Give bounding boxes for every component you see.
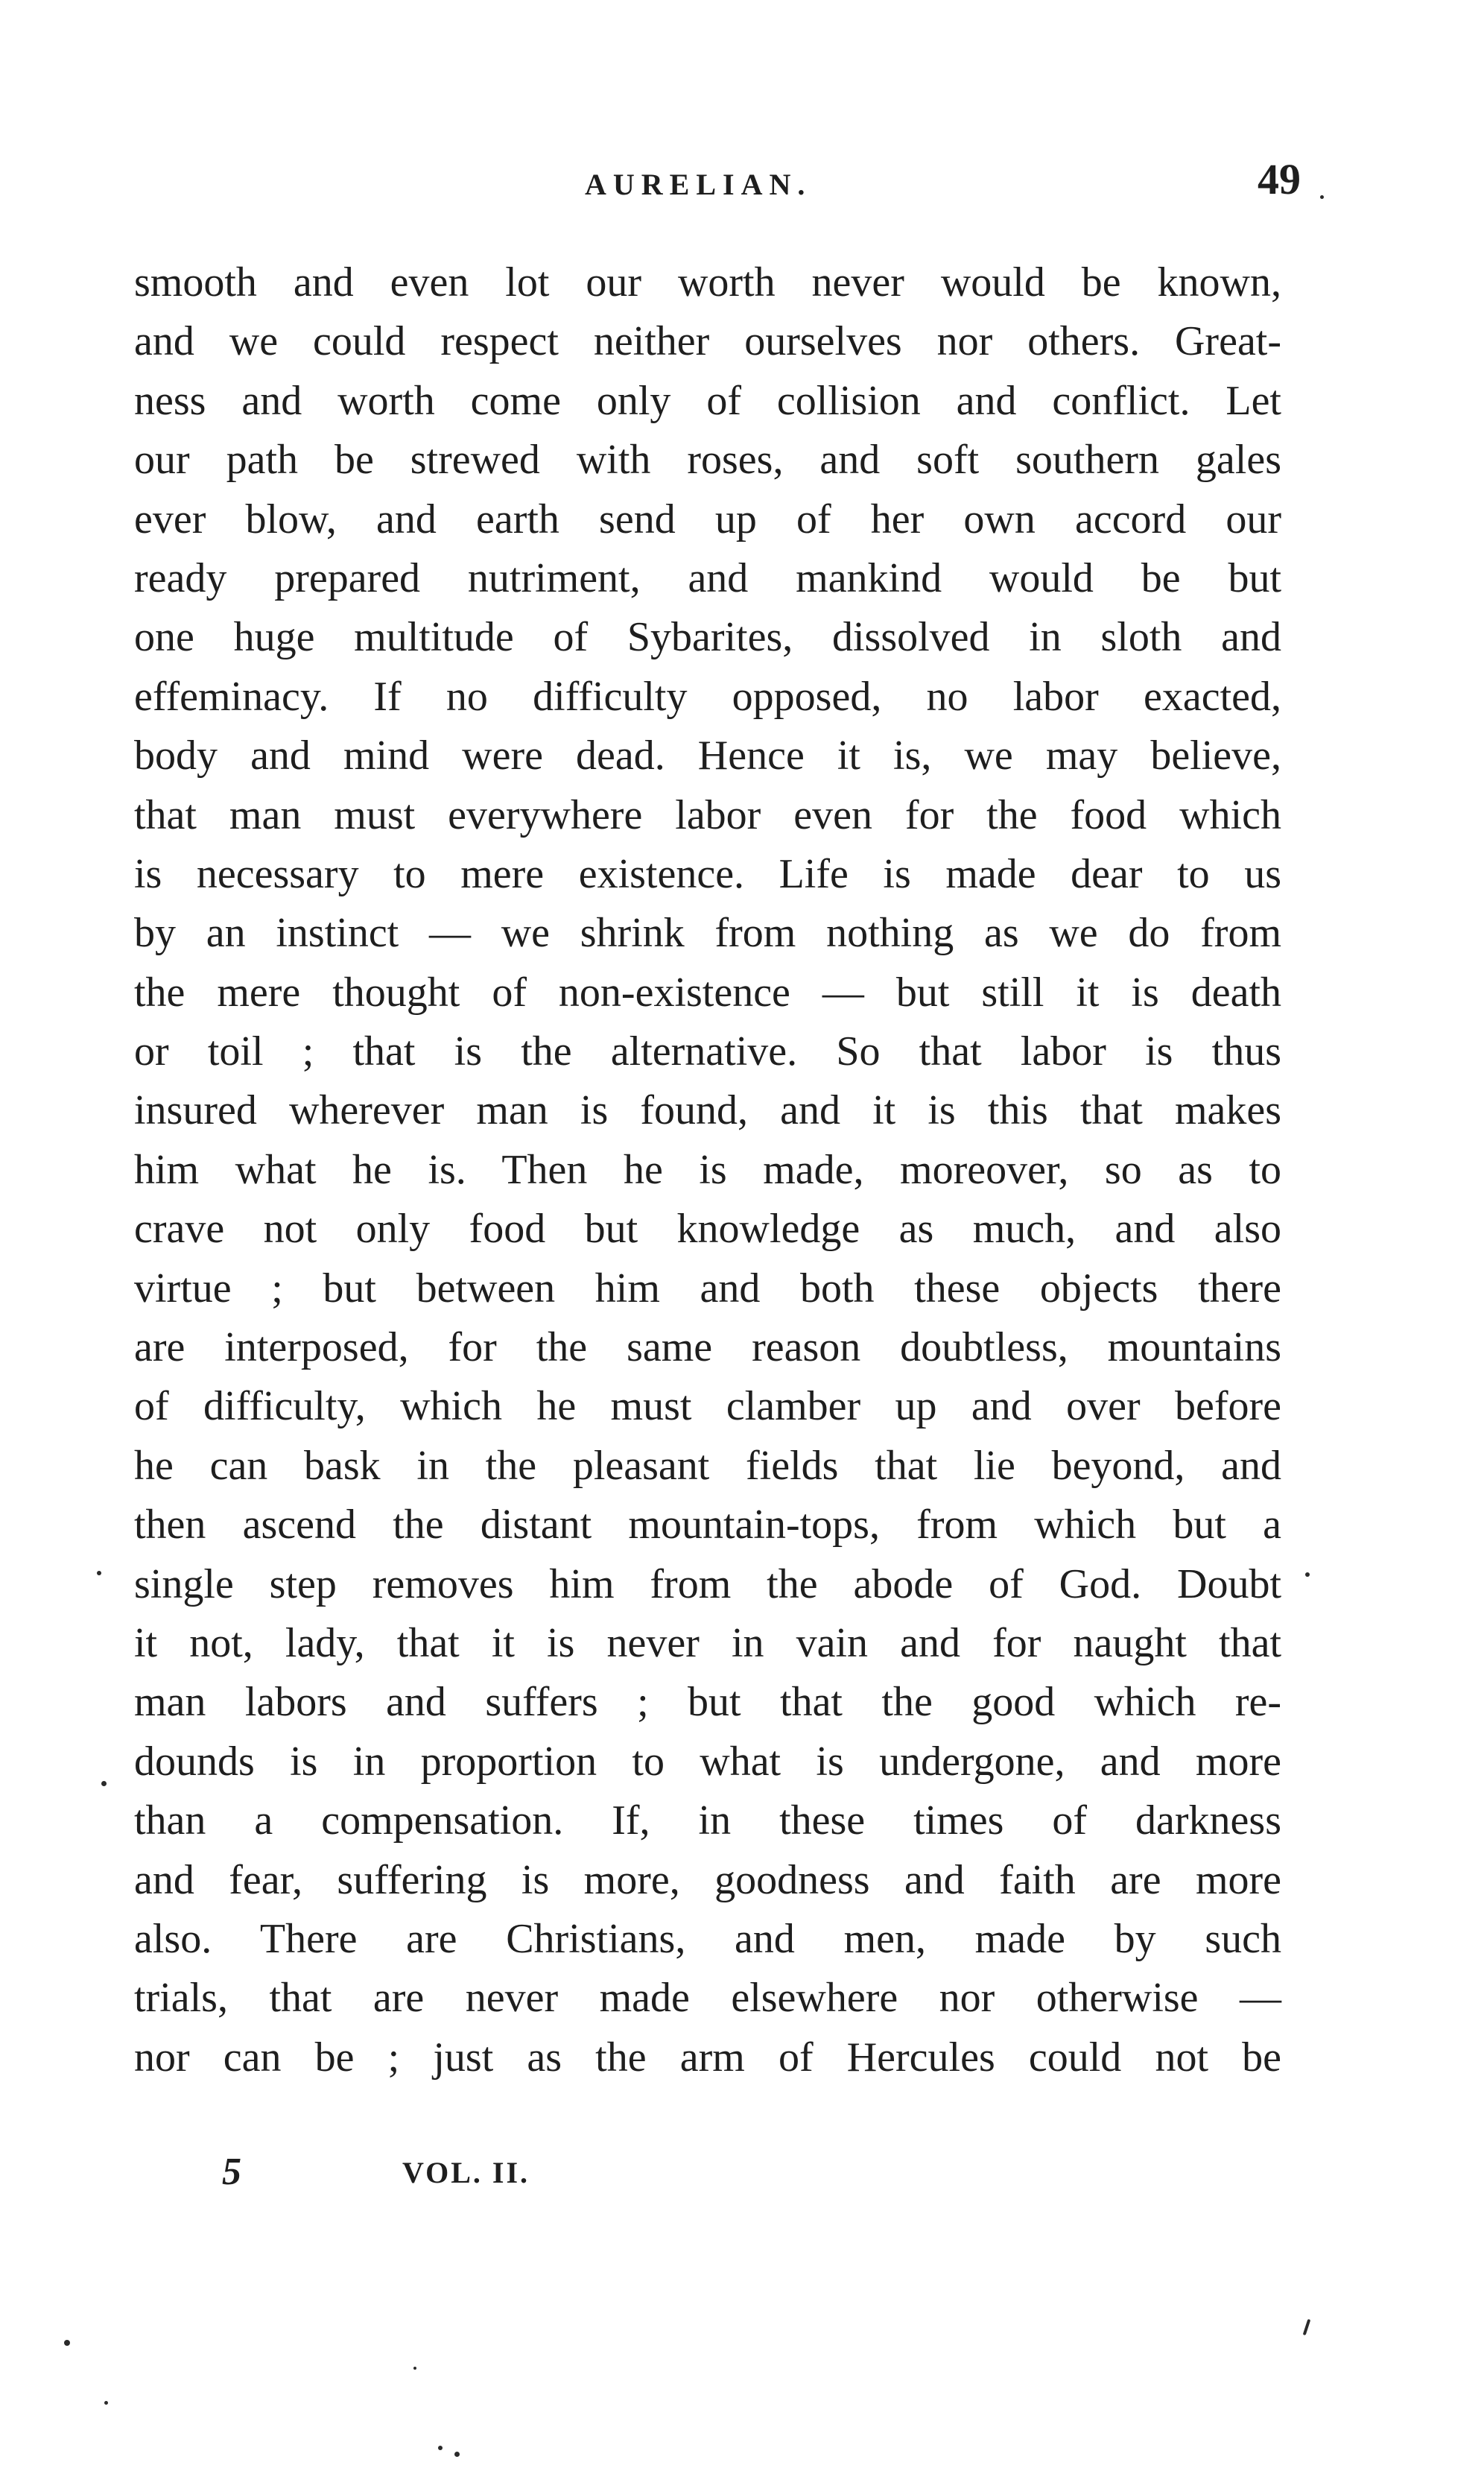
text-line: man labors and suffers ; but that the good which re- <box>134 1679 1281 1726</box>
text-line: dounds is in proportion to what is undergone, and more <box>134 1738 1281 1785</box>
text-line: than a compensation. If, in these times of darkness <box>134 1797 1281 1844</box>
text-line: one huge multitude of Sybarites, dissolved in sloth and <box>134 614 1281 661</box>
text-line: the mere thought of non-existence — but still it is death <box>134 969 1281 1016</box>
running-title: AURELIAN. <box>585 168 812 201</box>
text-line: body and mind were dead. Hence it is, we may believe, <box>134 733 1281 779</box>
text-line: ever blow, and earth send up of her own accord our <box>134 496 1281 542</box>
text-line: our path be strewed with roses, and soft southern gales <box>134 437 1281 484</box>
text-line: and we could respect neither ourselves nor others. Great- <box>134 318 1281 365</box>
text-line: that man must everywhere labor even for the food which <box>134 791 1281 838</box>
scan-speck <box>454 2452 460 2457</box>
scan-speck <box>438 2446 443 2450</box>
scan-speck <box>1303 2319 1311 2335</box>
scan-speck <box>64 2340 70 2346</box>
text-line: then ascend the distant mountain-tops, from which but a <box>134 1502 1281 1548</box>
scan-speck <box>97 1571 101 1575</box>
text-line: ready prepared nutriment, and mankind would be but <box>134 554 1281 601</box>
body-text <box>134 253 1281 2087</box>
text-line: he can bask in the pleasant fields that lie beyond, and <box>134 1442 1281 1489</box>
text-line: and fear, suffering is more, goodness and faith are more <box>134 1856 1281 1903</box>
scan-speck <box>1320 195 1324 199</box>
text-line: of difficulty, which he must clamber up and over before <box>134 1383 1281 1430</box>
scan-speck <box>104 2401 108 2405</box>
text-line: insured wherever man is found, and it is this that makes <box>134 1087 1281 1134</box>
text-line: trials, that are never made elsewhere nor otherwise — <box>134 1975 1281 2022</box>
scan-speck <box>1305 1572 1310 1577</box>
text-line: it not, lady, that it is never in vain and for naught that <box>134 1619 1281 1666</box>
page-number: 49 <box>1258 155 1301 203</box>
scan-speck <box>413 2367 416 2370</box>
volume-label: VOL. II. <box>402 2156 530 2189</box>
text-line: smooth and even lot our worth never would be known, <box>134 259 1281 306</box>
text-line: also. There are Christians, and men, made by such <box>134 1915 1281 1962</box>
text-line: him what he is. Then he is made, moreover, so as to <box>134 1146 1281 1193</box>
text-line: is necessary to mere existence. Life is made dear to us <box>134 850 1281 897</box>
text-line: virtue ; but between him and both these objects there <box>134 1265 1281 1312</box>
text-line: nor can be ; just as the arm of Hercules could not be <box>134 2034 1281 2081</box>
text-line: or toil ; that is the alternative. So that labor is thus <box>134 1028 1281 1075</box>
scan-speck <box>101 1781 107 1786</box>
text-line: single step removes him from the abode of God. Doubt <box>134 1560 1281 1607</box>
text-line: crave not only food but knowledge as much, and also <box>134 1206 1281 1253</box>
signature-mark: 5 <box>222 2151 241 2193</box>
text-line: effeminacy. If no difficulty opposed, no labor exacted, <box>134 673 1281 720</box>
text-line: by an instinct — we shrink from nothing as we do from <box>134 910 1281 957</box>
text-line: are interposed, for the same reason doubtless, mountains <box>134 1324 1281 1371</box>
text-line: ness and worth come only of collision and conflict. Let <box>134 377 1281 424</box>
